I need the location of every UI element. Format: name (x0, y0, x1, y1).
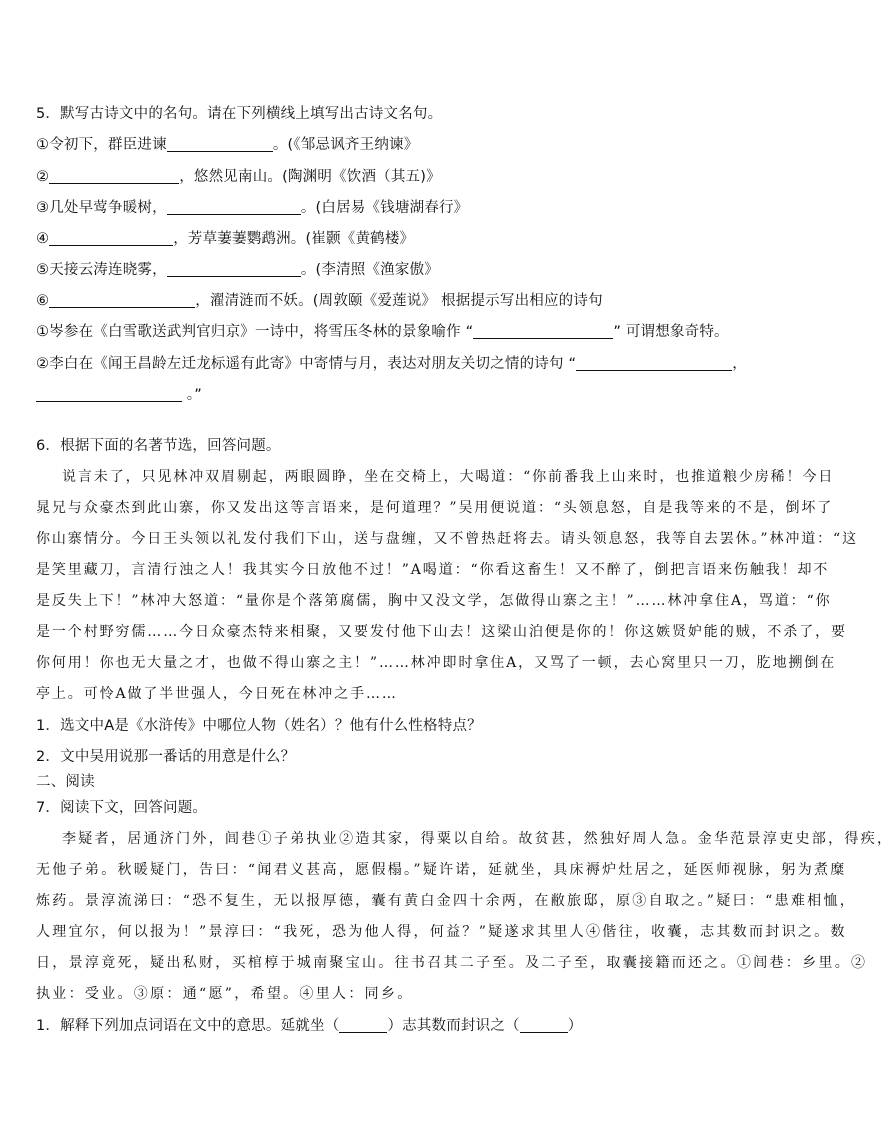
q5-l5-source: 。(李清照《渔家傲》 (300, 262, 439, 278)
answer-blank[interactable] (167, 261, 301, 277)
passage-line: 是笑里藏刀，言清行浊之人！我其实今日放他不过！”A喝道：“你看这畜生！又不醉了，倒把言语来伤触我！却不 (36, 562, 830, 578)
q6-sub-question-1: 1．选文中A是《水浒传》中哪位人物（姓名）？他有什么性格特点？ (36, 718, 482, 734)
q5-l7-text: ①岑参在《白雪歌送武判官归京》一诗中，将雪压冬林的景象喻作 “ (36, 324, 474, 340)
answer-blank[interactable] (167, 199, 301, 215)
q7-sub1-text-end: ） (567, 1018, 583, 1034)
q5-l8-text: ②李白在《闻王昌龄左迁龙标遥有此寄》中寄情与月，表达对朋友关切之情的诗句 “ (36, 356, 577, 372)
q5-l1-source: 。(《邹忌讽齐王纳谏》 (272, 137, 419, 153)
answer-blank[interactable] (520, 1017, 568, 1033)
q5-l7-text-end: ” 可谓想象奇特。 (613, 324, 729, 340)
q5-l1-text: ①令初下，群臣进谏 (36, 137, 167, 153)
q7-sub1-text: 1．解释下列加点词语在文中的意思。延就坐（ (36, 1018, 340, 1034)
q5-line-1 (36, 135, 764, 155)
answer-blank[interactable] (473, 323, 613, 339)
q6-sub-question-2: 2．文中吴用说那一番话的用意是什么？ (36, 749, 296, 765)
q5-line-4 (36, 229, 764, 249)
passage-line: 亭上。可怜A做了半世强人，今日死在林冲之手…… (36, 686, 398, 702)
q5-l9-text-end: 。” (182, 387, 202, 403)
q5-l4-text: ④ (36, 231, 50, 247)
q5-line-2 (36, 167, 764, 187)
q5-l5-text: ⑤天接云涛连晓雾， (36, 262, 167, 278)
answer-blank[interactable] (49, 168, 179, 184)
q5-line-8 (36, 354, 764, 374)
passage-line: 炼药。景淳流涕曰：“恐不复生，无以报厚德，囊有黄白金四十余两，在敝旅邸，原③自取之。”疑曰：“患难相恤， (36, 893, 857, 909)
q7-title: 7．阅读下文，回答问题。 (36, 800, 208, 816)
q5-line-6 (36, 291, 764, 311)
answer-blank[interactable] (167, 136, 273, 152)
q5-l6-text: ⑥ (36, 293, 50, 309)
q5-l6-source: ，濯清涟而不妖。(周敦颐《爱莲说》 根据提示写出相应的诗句 (195, 293, 603, 309)
q5-l2-source: ，悠然见南山。(陶渊明《饮酒（其五)》 (179, 169, 441, 185)
passage-line: 说言未了，只见林冲双眉剔起，两眼圆睁，坐在交椅上，大喝道：“你前番我上山来时，也推道粮少房稀！今日 (62, 469, 835, 485)
q5-title: 5．默写古诗文中的名句。请在下列横线上填写出古诗文名句。 (36, 106, 443, 122)
q6-title: 6．根据下面的名著节选，回答问题。 (36, 438, 281, 454)
answer-blank[interactable] (49, 230, 173, 246)
q5-l2-text: ② (36, 169, 50, 185)
q5-line-7 (36, 322, 764, 342)
passage-line: 晁兄与众豪杰到此山寨，你又发出这等言语来，是何道理？”吴用便说道：“头领息怒，自是我等来的不是，倒坏了 (36, 500, 834, 516)
q7-sub1-text-mid: ）志其数而封识之（ (387, 1018, 520, 1034)
answer-blank[interactable] (36, 386, 182, 402)
passage-line: 是一个村野穷儒……今日众豪杰特来相聚，又要发付他下山去！这梁山泊便是你的！你这嫉贤妒能的贼，不杀了，要 (36, 624, 847, 640)
q5-line-9 (36, 385, 764, 405)
answer-blank[interactable] (576, 355, 732, 371)
q5-l4-source: ，芳草萋萋鹦鹉洲。(崔颢《黄鹤楼》 (173, 231, 415, 247)
answer-blank[interactable] (339, 1017, 387, 1033)
passage-line: 你何用！你也无大量之才，也做不得山寨之主！”……林冲即时拿住A，又骂了一顿，去心窝里只一刀，肐地搠倒在 (36, 655, 837, 671)
q7-sub-question-1 (36, 1016, 764, 1036)
passage-line: 执业：受业。③原：通“愿”，希望。④里人：同乡。 (36, 986, 414, 1002)
passage-line: 日，景淳竟死，疑出私财，买棺椁于城南聚宝山。往书召其二子至。及二子至，取囊接籍而还之。①闾巷：乡里。② (36, 955, 868, 971)
q5-line-5 (36, 260, 764, 280)
q5-l8-text-end: ， (732, 356, 747, 372)
passage-line: 人理宜尔，何以报为！”景淳曰：“我死，恐为他人得，何益？”疑遂求其里人④偕往，收囊，志其数而封识之。数 (36, 924, 847, 940)
q5-l3-source: 。(白居易《钱塘湖春行》 (300, 200, 469, 216)
passage-line: 你山寨情分。今日王头领以礼发付我们下山，送与盘缠，又不曾热赶将去。请头领息怒，我等自去罢休。”林冲道：“这 (36, 531, 859, 547)
q5-l3-text: ③几处早莺争暖树， (36, 200, 167, 216)
q5-line-3 (36, 198, 764, 218)
section-heading: 二、阅读 (36, 774, 95, 790)
passage-line: 无他子弟。秋暖疑门，告曰：“闻君义甚高，愿假榻。”疑许诺，延就坐，具床褥炉灶居之，延医师视脉，躬为煮糜 (36, 862, 847, 878)
passage-line: 李疑者，居通济门外，闾巷①子弟执业②造其家，得粟以自给。故贫甚，然独好周人急。金华范景淳吏史部，得疾， (62, 831, 893, 847)
answer-blank[interactable] (49, 292, 195, 308)
passage-line: 是反失上下！”林冲大怒道：“量你是个落第腐儒，胸中又没文学，怎做得山寨之主！”……林冲拿住A，骂道：“你 (36, 593, 832, 609)
